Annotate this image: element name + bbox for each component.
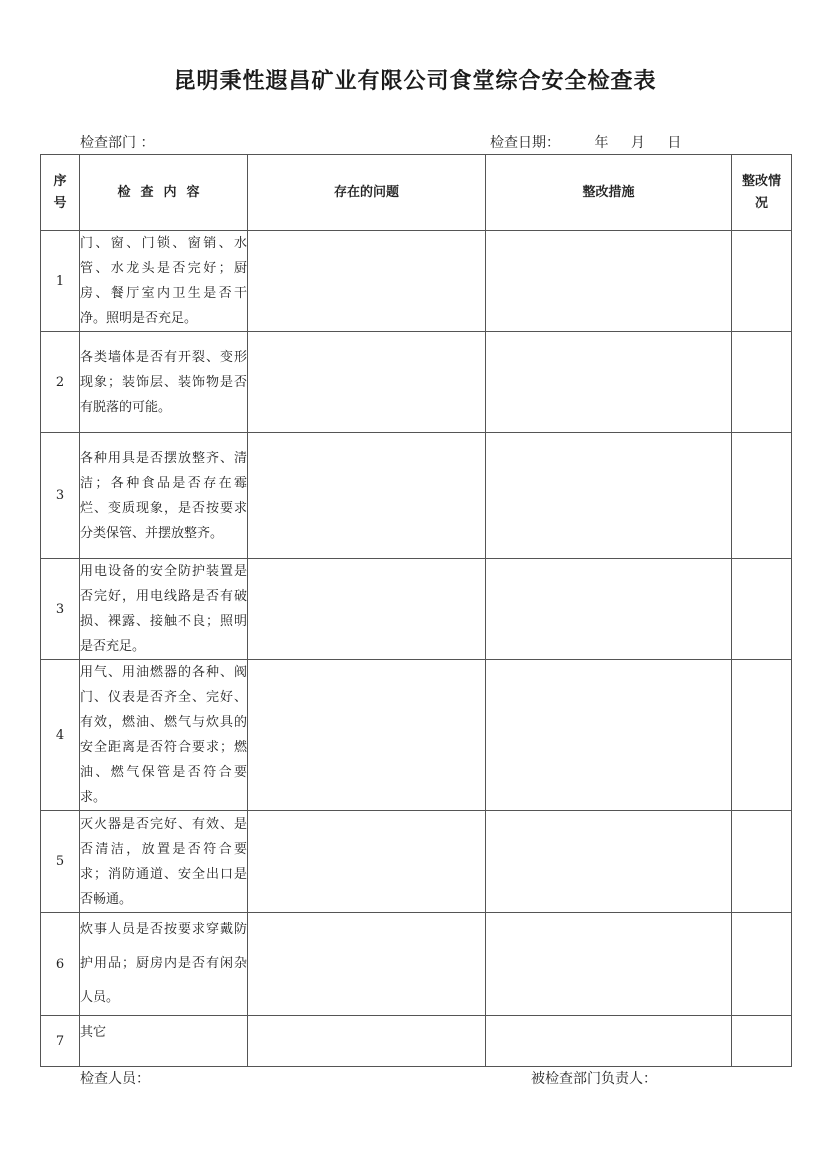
- row-measure-cell[interactable]: [486, 433, 732, 559]
- header-content: 检查内容: [80, 155, 248, 231]
- row-status-cell[interactable]: [732, 559, 792, 660]
- date-month: 月: [630, 135, 645, 151]
- row-content: 炊事人员是否按要求穿戴防护用品；厨房内是否有闲杂人员。: [80, 913, 248, 1016]
- table-header-row: [41, 155, 792, 231]
- row-seq: 3: [41, 433, 80, 559]
- row-problem-cell[interactable]: [248, 811, 486, 913]
- row-seq: 7: [41, 1016, 80, 1067]
- table-row: [41, 1016, 792, 1067]
- row-content: 各类墙体是否有开裂、变形现象；装饰层、装饰物是否有脱落的可能。: [80, 332, 248, 433]
- table-row: [41, 811, 792, 913]
- row-seq: 5: [41, 811, 80, 913]
- row-measure-cell[interactable]: [486, 660, 732, 811]
- row-seq: 2: [41, 332, 80, 433]
- row-content: 门、窗、门锁、窗销、水管、水龙头是否完好；厨房、餐厅室内卫生是否干净。照明是否充足。: [80, 231, 248, 332]
- table-row: [41, 332, 792, 433]
- row-measure-cell[interactable]: [486, 913, 732, 1016]
- row-seq: 4: [41, 660, 80, 811]
- date-year: 年: [594, 135, 609, 151]
- row-measure-cell[interactable]: [486, 811, 732, 913]
- inspection-table: [40, 154, 792, 1067]
- row-problem-cell[interactable]: [248, 559, 486, 660]
- row-measure-cell[interactable]: [486, 1016, 732, 1067]
- row-measure-cell[interactable]: [486, 559, 732, 660]
- row-status-cell[interactable]: [732, 1016, 792, 1067]
- inspector-label: 检查人员：: [80, 1071, 150, 1087]
- responsible-person-label: 被检查部门负责人：: [531, 1071, 657, 1087]
- row-content: 各种用具是否摆放整齐、清洁；各种食品是否存在霉烂、变质现象，是否按要求分类保管、并摆放整齐。: [80, 433, 248, 559]
- row-problem-cell[interactable]: [248, 231, 486, 332]
- inspection-date-label: 检查日期：: [490, 135, 560, 151]
- row-problem-cell[interactable]: [248, 1016, 486, 1067]
- row-content: 其它: [80, 1016, 248, 1067]
- row-problem-cell[interactable]: [248, 660, 486, 811]
- row-seq: 3: [41, 559, 80, 660]
- row-content: 用电设备的安全防护装置是否完好，用电线路是否有破损、裸露、接触不良；照明是否充足。: [80, 559, 248, 660]
- row-seq: 6: [41, 913, 80, 1016]
- row-status-cell[interactable]: [732, 231, 792, 332]
- header-seq: 序号: [41, 155, 80, 231]
- row-measure-cell[interactable]: [486, 231, 732, 332]
- row-measure-cell[interactable]: [486, 332, 732, 433]
- row-status-cell[interactable]: [732, 660, 792, 811]
- row-content: 灭火器是否完好、有效、是否清洁，放置是否符合要求；消防通道、安全出口是否畅通。: [80, 811, 248, 913]
- row-seq: 1: [41, 231, 80, 332]
- inspection-department-label: 检查部门 ：: [80, 135, 155, 151]
- row-status-cell[interactable]: [732, 433, 792, 559]
- inspection-date: [490, 132, 699, 152]
- table-row: [41, 231, 792, 332]
- header-status: 整改情况: [732, 155, 792, 231]
- row-problem-cell[interactable]: [248, 433, 486, 559]
- row-status-cell[interactable]: [732, 913, 792, 1016]
- header-measure: 整改措施: [486, 155, 732, 231]
- row-problem-cell[interactable]: [248, 332, 486, 433]
- table-row: [41, 660, 792, 811]
- row-content: 用气、用油燃器的各种、阀门、仪表是否齐全、完好、有效，燃油、燃气与炊具的安全距离是否符合要求；燃油、燃气保管是否符合要求。: [80, 660, 248, 811]
- date-day: 日: [667, 135, 682, 151]
- row-status-cell[interactable]: [732, 811, 792, 913]
- table-row: [41, 913, 792, 1016]
- table-row: [41, 559, 792, 660]
- header-problem: 存在的问题: [248, 155, 486, 231]
- document-title: 昆明秉性遐昌矿业有限公司食堂综合安全检查表: [173, 69, 657, 94]
- row-status-cell[interactable]: [732, 332, 792, 433]
- table-row: [41, 433, 792, 559]
- row-problem-cell[interactable]: [248, 913, 486, 1016]
